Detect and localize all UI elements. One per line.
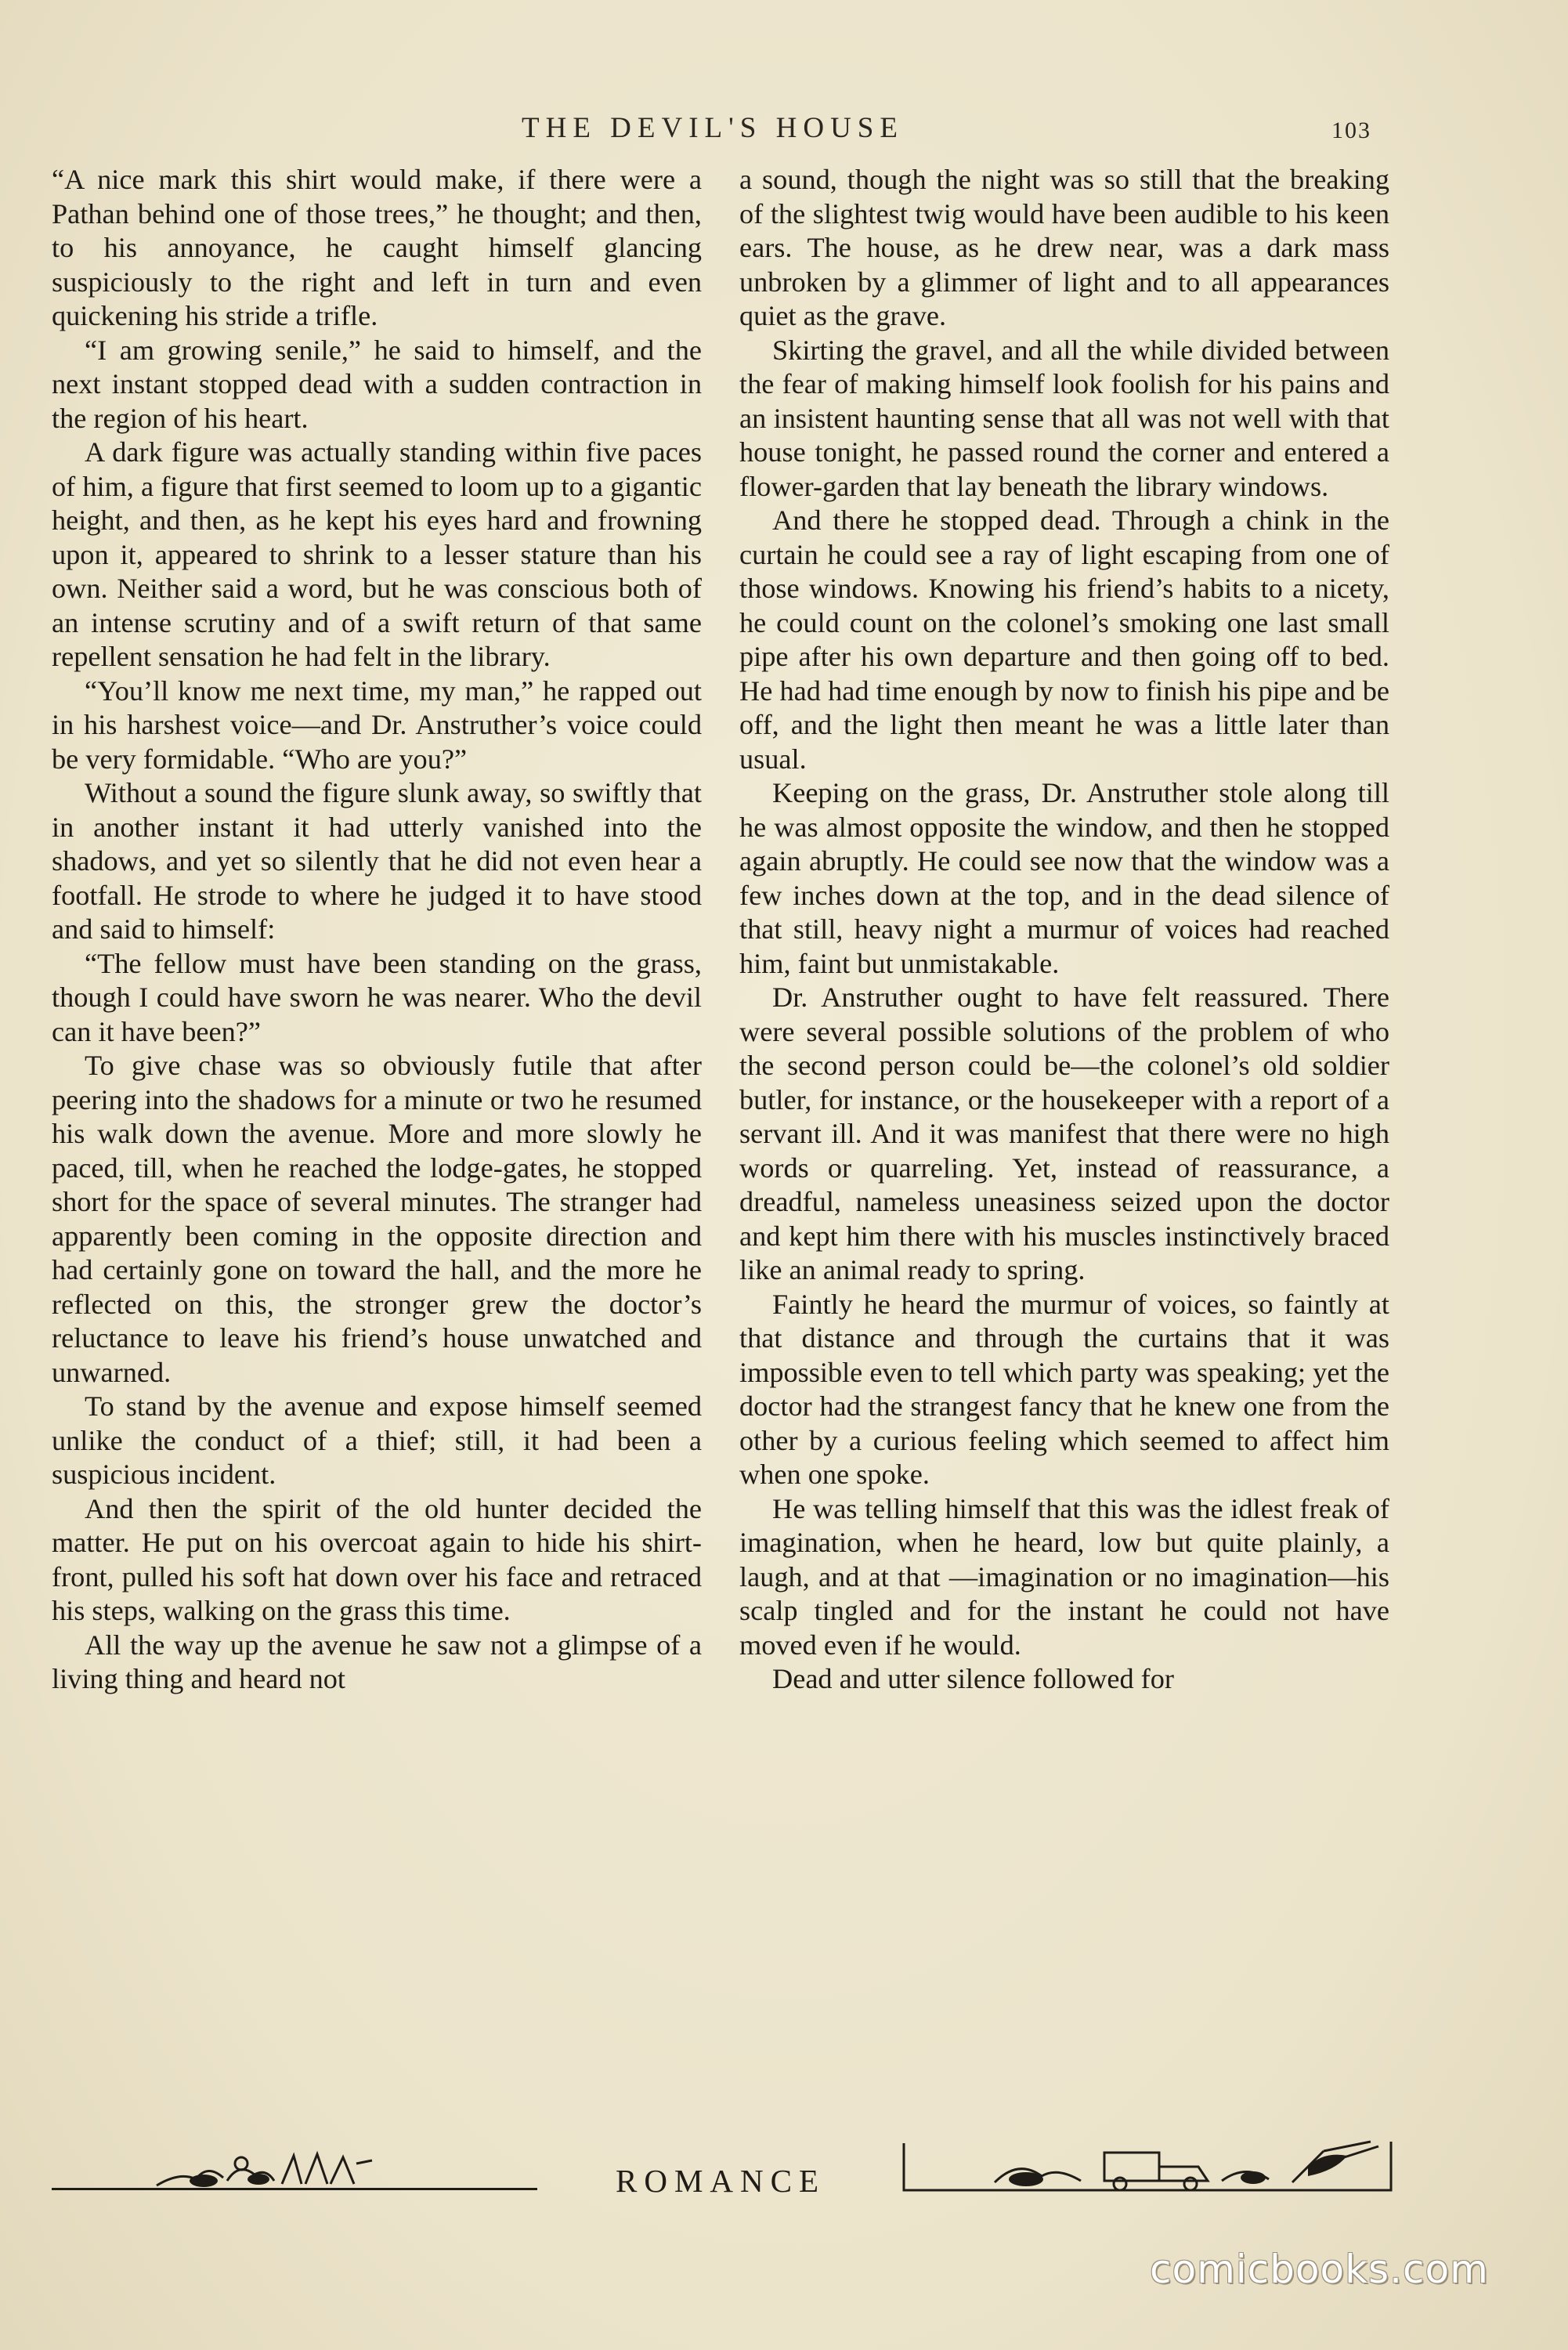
paragraph: “A nice mark this shirt would make, if there were a Pathan behind one of those trees,” he thought; and then, to his annoyance, he caught himself glancing suspiciously to the right and left in turn and even quickening his stride a trifle.	[52, 164, 702, 331]
paragraph: And there he stopped dead. Through a chink in the curtain he could see a ray of light escaping from one of those windows. Knowing his friend’s habits to a nicety, he could count on the colonel’s smoking one last small pipe after his own departure and then going off to bed. He had had time enough by now to finish his pipe and be off, and the light then meant he was a little later than usual.	[739, 504, 1389, 775]
paragraph: Dr. Anstruther ought to have felt reassured. There were several possible solutions of the problem of who the second person could be—the colonel’s old soldier butler, for instance, or the housekeeper with a report of a servant ill. And it was manifest that there were no high words or quarreling. Yet, instead of reassurance, a dreadful, nameless uneasiness seized upon the doctor and kept him there with his muscles instinctively braced like an animal ready to spring.	[739, 982, 1389, 1285]
paragraph: “You’ll know me next time, my man,” he rapped out in his harshest voice—and Dr. Anstruther’s voice could be very formidable. “Who are you?”	[52, 674, 702, 775]
running-title: THE DEVIL'S HOUSE	[522, 112, 904, 144]
paragraph: “The fellow must have been standing on the grass, though I could have sworn he was nearer. Who the devil can it have been?”	[52, 947, 702, 1047]
right-column	[739, 163, 1389, 1697]
paragraph: Faintly he heard the murmur of voices, so faintly at that distance and through the curtains that it was impossible even to tell which party was speaking; yet the doctor had the strangest fancy that he knew one from the other by a curious feeling which seemed to affect him when one spoke.	[739, 1288, 1389, 1490]
footer-vignette-left	[149, 2140, 376, 2190]
paragraph: a sound, though the night was so still that the breaking of the slightest twig would have been audible to his keen ears. The house, as he drew near, was a dark mass unbroken by a glimmer of light and to all appearances quiet as the grave.	[739, 164, 1389, 331]
paragraph: A dark figure was actually standing within five paces of him, a figure that first seemed to loom up to a gigantic height, and then, as he kept his eyes hard and frowning upon it, appeared to shrink to a lesser stature than his own. Neither said a word, but he was conscious both of an intense scrutiny and of a swift return of that same repellent sensation he had felt in the library.	[52, 436, 702, 672]
magazine-title: ROMANCE	[615, 2163, 826, 2199]
paragraph: Dead and utter silence followed for	[772, 1663, 1174, 1694]
paragraph: To give chase was so obviously futile that after peering into the shadows for a minute or two he resumed his walk down the avenue. More and more slowly he paced, till, when he reached the lodge-gates, he stopped short for the space of several minutes. The stranger had apparently been coming in the opposite direction and had certainly gone on toward the hall, and the more he reflected on this, the stronger grew the doctor’s reluctance to leave his friend’s house unwatched and unwarned.	[52, 1050, 702, 1388]
left-column	[52, 163, 702, 1697]
paragraph: “I am growing senile,” he said to himself, and the next instant stopped dead with a sudden contraction in the region of his heart.	[52, 334, 702, 434]
paragraph: And then the spirit of the old hunter decided the matter. He put on his overcoat again to hide his shirt-front, pulled his soft hat down over his face and retraced his steps, walking on the grass this time.	[52, 1492, 702, 1626]
paragraph: He was telling himself that this was the idlest freak of imagination, when he heard, low but quite plainly, a laugh, and at that —imagination or no imagination—his scalp tingled and for the instant he could not have moved even if he would.	[739, 1492, 1389, 1661]
paragraph: Without a sound the figure slunk away, so swiftly that in another instant it had utterly vanished into the shadows, and yet so silently that he did not even hear a footfall. He strode to where he judged it to have stood and said to himself:	[52, 777, 702, 945]
paragraph: All the way up the avenue he saw not a glimpse of a living thing and heard not	[52, 1629, 702, 1694]
watermark: comicbooks.com	[1150, 2247, 1489, 2292]
page-number: 103	[1331, 118, 1371, 143]
paragraph: Skirting the gravel, and all the while divided between the fear of making himself look foolish for his pains and an insistent haunting sense that all was not well with that house tonight, he passed round the corner and entered a flower-garden that lay beneath the library windows.	[739, 334, 1389, 502]
paragraph: Keeping on the grass, Dr. Anstruther stole along till he was almost opposite the window, and then he stopped again abruptly. He could see now that the window was a few inches down at the top, and in the dead silence of that still, heavy night a murmur of voices had reached him, faint but unmistakable.	[739, 777, 1389, 979]
paragraph: To stand by the avenue and expose himself seemed unlike the conduct of a thief; still, it had been a suspicious incident.	[52, 1390, 702, 1490]
footer-vignette-right	[901, 2135, 1394, 2195]
